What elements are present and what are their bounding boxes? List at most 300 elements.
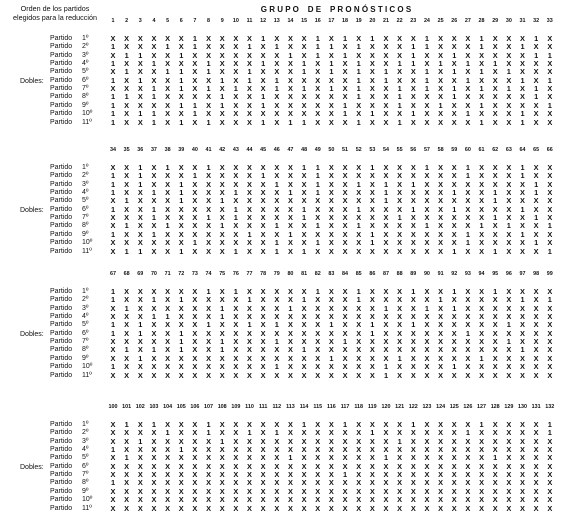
forecast-cell: X [206,221,212,231]
forecast-cell: X [274,67,280,77]
forecast-cell: X [424,109,430,119]
forecast-cell: X [137,345,143,355]
forecast-cell: X [124,362,130,372]
forecast-cell: X [479,188,485,198]
forecast-cell: X [206,204,212,214]
forecast-cell: X [301,428,307,438]
forecast-cell: X [506,163,512,172]
forecast-cell: X [369,495,375,505]
forecast-cell: X [383,163,389,172]
forecast-cell: X [342,428,348,438]
column-number: 100 [108,404,118,410]
forecast-cell: X [219,238,225,248]
forecast-cell: X [410,362,416,372]
forecast-cell: X [247,312,252,322]
forecast-cell: X [206,312,212,322]
forecast-cell: X [315,428,321,438]
forecast-cell: X [192,362,198,372]
forecast-cell: X [520,196,525,206]
forecast-cell: X [533,320,539,330]
column-number: 118 [354,404,364,410]
column-number: 98 [533,271,540,277]
forecast-cell: 1 [261,171,266,181]
forecast-cell: 1 [110,171,116,181]
forecast-cell: X [506,453,512,463]
forecast-cell: X [438,495,444,505]
forecast-cell: X [287,84,293,94]
forecast-cell: X [110,50,116,60]
forecast-cell: X [410,196,416,206]
column-number: 28 [478,18,485,24]
forecast-cell: 1 [547,50,552,60]
forecast-cell: X [233,503,239,513]
forecast-cell: 1 [465,75,470,85]
column-number: 37 [150,147,157,153]
forecast-cell: X [192,221,198,231]
forecast-cell: X [165,303,171,313]
forecast-cell: X [451,445,457,455]
forecast-cell: X [328,295,334,305]
forecast-cell: 1 [547,295,552,305]
forecast-cell: 1 [124,67,129,77]
forecast-cell: X [397,495,403,505]
forecast-cell: X [424,428,430,438]
forecast-cell: 1 [192,42,197,52]
row-label-word: Partido [50,363,73,371]
forecast-cell: X [124,59,130,69]
forecast-cell: X [165,213,171,223]
forecast-cell: 1 [151,188,156,198]
forecast-cell: X [410,445,416,455]
forecast-cell: X [110,486,116,496]
forecast-cell: X [397,75,403,85]
forecast-cell: X [410,312,416,322]
forecast-cell: X [492,445,498,455]
forecast-cell: X [301,320,307,330]
forecast-cell: X [206,246,212,256]
row-label-number: 9º [82,101,89,109]
forecast-cell: X [315,445,321,455]
forecast-cell: X [506,461,512,471]
forecast-cell: 1 [274,337,279,347]
row-label-word: Partido [50,462,73,470]
forecast-cell: X [110,495,116,505]
row-label-word: Partido [50,118,73,126]
forecast-cell: X [110,345,116,355]
forecast-cell: X [424,461,430,471]
forecast-cell: 1 [302,163,307,172]
row-label-word: Partido [50,180,73,188]
row-label-number: 6º [82,205,89,213]
forecast-cell: X [438,171,444,181]
forecast-cell: X [233,50,239,60]
forecast-cell: 1 [452,92,457,102]
forecast-cell: 1 [110,100,116,110]
forecast-cell: X [328,370,334,380]
forecast-cell: X [165,246,171,256]
forecast-cell: X [110,221,116,231]
forecast-cell: X [315,100,321,110]
forecast-cell: X [465,353,471,363]
forecast-cell: X [356,34,362,43]
forecast-cell: X [301,486,307,496]
column-number: 86 [369,271,376,277]
forecast-cell: X [192,486,198,496]
forecast-cell: X [397,204,403,214]
forecast-cell: X [520,179,525,189]
forecast-cell: X [479,238,485,248]
row-label-word: Partido [50,172,73,180]
forecast-cell: 1 [138,436,143,446]
forecast-cell: 1 [342,34,348,43]
forecast-cell: X [342,478,348,488]
forecast-cell: 1 [110,75,116,85]
forecast-cell: 1 [179,84,184,94]
forecast-cell: X [342,320,348,330]
forecast-cell: X [151,428,157,438]
forecast-cell: X [192,163,198,172]
forecast-cell: X [451,353,457,363]
forecast-cell: X [397,109,403,119]
forecast-cell: 1 [520,229,525,239]
forecast-cell: 1 [397,213,402,223]
forecast-cell: X [192,428,198,438]
forecast-cell: X [206,92,212,102]
forecast-cell: 1 [151,213,156,223]
row-label [50,93,106,101]
forecast-cell: X [356,362,362,372]
forecast-cell: X [260,453,266,463]
row-label [50,496,106,504]
forecast-cell: X [438,179,444,189]
column-number: 8 [207,18,211,24]
forecast-cell: X [410,453,416,463]
forecast-cell: X [410,370,416,380]
forecast-cell: X [506,117,512,127]
forecast-cell: X [219,188,225,198]
forecast-cell: X [397,461,403,471]
forecast-cell: X [479,370,485,380]
forecast-cell: X [137,238,143,248]
forecast-cell: X [533,362,539,372]
forecast-cell: X [315,204,321,214]
forecast-cell: X [315,328,321,338]
row-label-number: 8º [82,93,89,101]
row-label-word: Partido [50,371,73,379]
column-number: 132 [545,404,555,410]
forecast-cell: X [342,345,348,355]
forecast-cell: X [233,337,239,347]
forecast-cell: X [492,171,498,181]
forecast-cell: 1 [179,75,184,85]
forecast-cell: X [247,287,252,296]
forecast-cell: X [247,109,252,119]
forecast-cell: X [192,461,198,471]
forecast-cell: X [356,171,362,181]
row-label-number: 7º [82,85,89,93]
forecast-cell: X [424,312,430,322]
forecast-cell: X [233,42,239,52]
forecast-cell: 1 [288,50,293,60]
column-number: 81 [301,271,308,277]
forecast-cell: X [397,163,403,172]
forecast-cell: X [165,59,171,69]
forecast-cell: X [492,109,498,119]
row-label [50,222,106,230]
forecast-cell: 1 [233,287,238,296]
forecast-cell: X [465,470,471,480]
forecast-cell: 1 [206,320,211,330]
forecast-cell: X [124,436,130,446]
forecast-cell: X [547,312,553,322]
forecast-cell: X [465,420,471,429]
row-label [50,479,106,487]
forecast-cell: 1 [465,238,470,248]
forecast-cell: X [492,238,498,248]
forecast-cell: X [383,312,389,322]
forecast-cell: X [328,420,334,429]
forecast-cell: X [137,59,143,69]
forecast-cell: X [137,188,143,198]
forecast-cell: 1 [329,320,334,330]
forecast-cell: 1 [506,320,511,330]
forecast-cell: X [315,229,321,239]
forecast-cell: X [520,328,525,338]
forecast-cell: 1 [110,295,116,305]
row-label [50,338,106,346]
forecast-cell: X [492,295,498,305]
column-number: 121 [395,404,405,410]
forecast-cell: X [520,461,525,471]
forecast-cell: X [533,59,539,69]
forecast-cell: X [547,328,553,338]
column-number: 90 [423,271,430,277]
forecast-cell: 1 [315,171,320,181]
forecast-cell: X [397,320,403,330]
forecast-cell: X [247,213,252,223]
forecast-cell: 1 [465,171,470,181]
column-number: 108 [217,404,227,410]
forecast-cell: X [110,34,116,43]
forecast-cell: X [438,92,444,102]
forecast-cell: X [492,303,498,313]
forecast-cell: 1 [424,34,429,43]
row-label-number: 7º [82,338,89,346]
forecast-cell: X [342,179,348,189]
forecast-cell: X [247,420,252,429]
forecast-cell: 1 [179,295,184,305]
forecast-cell: X [506,50,512,60]
forecast-cell: 1 [520,171,525,181]
forecast-cell: X [287,246,293,256]
forecast-cell: 1 [288,303,293,313]
forecast-cell: X [233,328,239,338]
column-number: 128 [490,404,500,410]
forecast-cell: X [315,303,321,313]
forecast-cell: 1 [247,42,252,52]
forecast-cell: X [451,163,457,172]
forecast-cell: X [383,478,389,488]
row-label-number: 10º [82,363,93,371]
forecast-cell: X [397,337,403,347]
forecast-cell: X [356,303,362,313]
forecast-cell: X [165,370,171,380]
forecast-cell: X [410,428,416,438]
forecast-cell: X [124,478,130,488]
forecast-cell: X [342,312,348,322]
row-label-number: 6º [82,329,89,337]
forecast-cell: 1 [397,100,402,110]
forecast-cell: X [137,67,143,77]
forecast-cell: X [369,179,375,189]
forecast-cell: X [328,445,334,455]
forecast-cell: X [410,213,416,223]
forecast-cell: X [233,238,239,248]
forecast-cell: X [287,204,293,214]
forecast-cell: X [424,470,430,480]
column-number: 122 [408,404,418,410]
forecast-cell: 1 [302,84,307,94]
forecast-cell: X [342,67,348,77]
forecast-cell: X [506,59,512,69]
forecast-cell: X [438,328,444,338]
row-label [50,488,106,496]
forecast-cell: X [424,370,430,380]
forecast-cell: X [328,495,334,505]
forecast-cell: X [219,204,225,214]
forecast-cell: X [124,179,130,189]
forecast-cell: X [274,478,280,488]
forecast-cell: X [465,179,471,189]
column-number: 96 [505,271,512,277]
forecast-cell: X [151,67,157,77]
forecast-cell: X [328,171,334,181]
forecast-cell: X [274,163,280,172]
forecast-cell: 1 [547,428,552,438]
forecast-cell: X [206,50,212,60]
forecast-cell: X [533,486,539,496]
row-label-number: 1º [82,35,89,42]
forecast-cell: X [492,495,498,505]
forecast-cell: X [206,503,212,513]
forecast-cell: X [192,295,198,305]
forecast-cell: X [369,213,375,223]
forecast-cell: 1 [465,229,470,239]
forecast-cell: X [233,453,239,463]
forecast-cell: X [247,353,252,363]
forecast-cell: X [124,337,130,347]
forecast-cell: X [342,503,348,513]
row-label [50,438,106,446]
forecast-cell: X [438,117,444,127]
forecast-cell: X [151,486,157,496]
forecast-cell: X [547,370,553,380]
forecast-cell: X [206,100,212,110]
forecast-cell: X [410,470,416,480]
forecast-cell: 1 [220,312,225,322]
forecast-cell: X [547,42,553,52]
forecast-cell: X [424,100,430,110]
forecast-cell: X [547,229,553,239]
forecast-cell: X [315,478,321,488]
forecast-cell: X [315,353,321,363]
forecast-cell: X [342,246,348,256]
forecast-cell: X [287,362,293,372]
forecast-cell: X [397,445,403,455]
forecast-cell: X [219,461,225,471]
forecast-cell: X [287,179,293,189]
forecast-cell: X [247,34,252,43]
forecast-cell: X [219,84,225,94]
forecast-cell: X [233,179,239,189]
forecast-cell: 1 [302,117,307,127]
column-number: 50 [328,147,335,153]
forecast-cell: X [124,503,130,513]
forecast-cell: X [260,420,266,429]
forecast-cell: X [206,109,212,119]
forecast-cell: X [287,196,293,206]
forecast-cell: 1 [356,204,361,214]
forecast-cell: X [451,345,457,355]
forecast-cell: X [438,320,444,330]
forecast-cell: X [451,428,457,438]
forecast-cell: X [233,470,239,480]
forecast-cell: 1 [220,75,225,85]
forecast-cell: X [533,295,539,305]
forecast-cell: X [301,461,307,471]
forecast-cell: X [424,445,430,455]
forecast-cell: X [479,204,485,214]
forecast-cell: X [424,196,430,206]
forecast-cell: X [274,303,280,313]
forecast-cell: 1 [110,117,116,127]
forecast-cell: X [274,445,280,455]
forecast-cell: X [206,453,212,463]
forecast-cell: X [178,486,184,496]
row-label-number: 5º [82,68,89,76]
forecast-cell: X [451,312,457,322]
row-label-word: Partido [50,446,73,454]
forecast-cell: X [520,470,525,480]
forecast-cell: X [260,337,266,347]
forecast-cell: X [492,67,498,77]
forecast-cell: X [165,495,171,505]
forecast-cell: X [206,470,212,480]
forecast-cell: X [206,353,212,363]
forecast-cell: X [465,34,471,43]
forecast-cell: X [151,75,157,85]
column-number: 47 [287,147,294,153]
forecast-cell: 1 [165,312,170,322]
forecast-cell: X [233,461,239,471]
forecast-cell: X [547,453,553,463]
row-label-number: 4º [82,189,89,197]
forecast-cell: X [369,287,375,296]
forecast-cell: X [219,179,225,189]
forecast-cell: X [260,428,266,438]
column-number: 72 [178,271,185,277]
row-label-number: 4º [82,446,89,454]
forecast-cell: X [247,84,252,94]
forecast-cell: X [219,420,225,429]
forecast-cell: X [233,92,239,102]
forecast-cell: X [287,171,293,181]
forecast-cell: X [328,503,334,513]
forecast-cell: X [110,196,116,206]
column-number: 60 [464,147,471,153]
forecast-cell: X [178,436,184,446]
forecast-cell: 1 [179,246,184,256]
